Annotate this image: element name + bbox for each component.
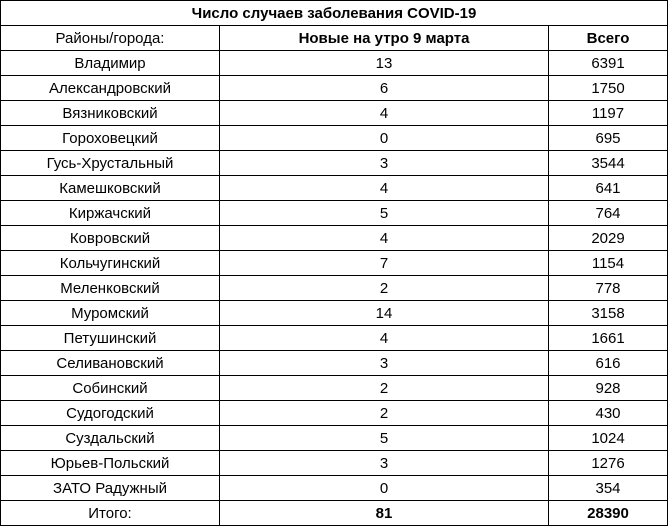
table-row <box>1 251 668 276</box>
table-row <box>1 276 668 301</box>
new-cases-cell: 0 <box>220 126 549 151</box>
new-cases-cell: 3 <box>220 451 549 476</box>
table-row <box>1 376 668 401</box>
new-cases-cell: 0 <box>220 476 549 501</box>
total-row <box>1 501 668 526</box>
total-cases-cell: 778 <box>549 276 668 301</box>
table-title: Число случаев заболевания COVID-19 <box>1 1 668 26</box>
district-cell: Вязниковский <box>1 101 220 126</box>
total-cases-cell: 641 <box>549 176 668 201</box>
district-cell: Селивановский <box>1 351 220 376</box>
header-total-cases: Всего <box>549 26 668 51</box>
district-cell: Гусь-Хрустальный <box>1 151 220 176</box>
district-cell: Суздальский <box>1 426 220 451</box>
header-district: Районы/города: <box>1 26 220 51</box>
total-cases-cell: 430 <box>549 401 668 426</box>
district-cell: Меленковский <box>1 276 220 301</box>
new-cases-cell: 2 <box>220 376 549 401</box>
district-cell: Гороховецкий <box>1 126 220 151</box>
table-row <box>1 76 668 101</box>
new-cases-cell: 3 <box>220 351 549 376</box>
total-cases-cell: 3158 <box>549 301 668 326</box>
district-cell: Собинский <box>1 376 220 401</box>
district-cell: ЗАТО Радужный <box>1 476 220 501</box>
total-cases-cell: 1154 <box>549 251 668 276</box>
table-row <box>1 176 668 201</box>
district-cell: Владимир <box>1 51 220 76</box>
new-cases-cell: 13 <box>220 51 549 76</box>
new-cases-cell: 2 <box>220 401 549 426</box>
new-cases-cell: 4 <box>220 326 549 351</box>
table-row <box>1 326 668 351</box>
total-cases-cell: 764 <box>549 201 668 226</box>
district-cell: Муромский <box>1 301 220 326</box>
new-cases-cell: 5 <box>220 201 549 226</box>
total-all-cases: 28390 <box>549 501 668 526</box>
table-body <box>1 51 668 501</box>
new-cases-cell: 3 <box>220 151 549 176</box>
header-row <box>1 26 668 51</box>
total-cases-cell: 695 <box>549 126 668 151</box>
table-row <box>1 151 668 176</box>
table-row <box>1 226 668 251</box>
table-row <box>1 401 668 426</box>
new-cases-cell: 7 <box>220 251 549 276</box>
district-cell: Кольчугинский <box>1 251 220 276</box>
new-cases-cell: 2 <box>220 276 549 301</box>
total-cases-cell: 354 <box>549 476 668 501</box>
table-row <box>1 301 668 326</box>
total-cases-cell: 1750 <box>549 76 668 101</box>
total-cases-cell: 616 <box>549 351 668 376</box>
table-row <box>1 476 668 501</box>
district-cell: Александровский <box>1 76 220 101</box>
table-title-row <box>1 1 668 26</box>
table-row <box>1 351 668 376</box>
table-row <box>1 126 668 151</box>
new-cases-cell: 14 <box>220 301 549 326</box>
district-cell: Юрьев-Польский <box>1 451 220 476</box>
table-row <box>1 201 668 226</box>
new-cases-cell: 4 <box>220 101 549 126</box>
total-cases-cell: 928 <box>549 376 668 401</box>
total-cases-cell: 1661 <box>549 326 668 351</box>
new-cases-cell: 4 <box>220 176 549 201</box>
header-new-cases: Новые на утро 9 марта <box>220 26 549 51</box>
new-cases-cell: 6 <box>220 76 549 101</box>
district-cell: Киржачский <box>1 201 220 226</box>
total-cases-cell: 1197 <box>549 101 668 126</box>
total-new-cases: 81 <box>220 501 549 526</box>
total-cases-cell: 2029 <box>549 226 668 251</box>
district-cell: Судогодский <box>1 401 220 426</box>
total-cases-cell: 3544 <box>549 151 668 176</box>
district-cell: Петушинский <box>1 326 220 351</box>
table-row <box>1 101 668 126</box>
new-cases-cell: 4 <box>220 226 549 251</box>
total-cases-cell: 1276 <box>549 451 668 476</box>
total-cases-cell: 6391 <box>549 51 668 76</box>
total-cases-cell: 1024 <box>549 426 668 451</box>
table-row <box>1 426 668 451</box>
district-cell: Ковровский <box>1 226 220 251</box>
new-cases-cell: 5 <box>220 426 549 451</box>
table-row <box>1 51 668 76</box>
total-label: Итого: <box>1 501 220 526</box>
table-row <box>1 451 668 476</box>
district-cell: Камешковский <box>1 176 220 201</box>
